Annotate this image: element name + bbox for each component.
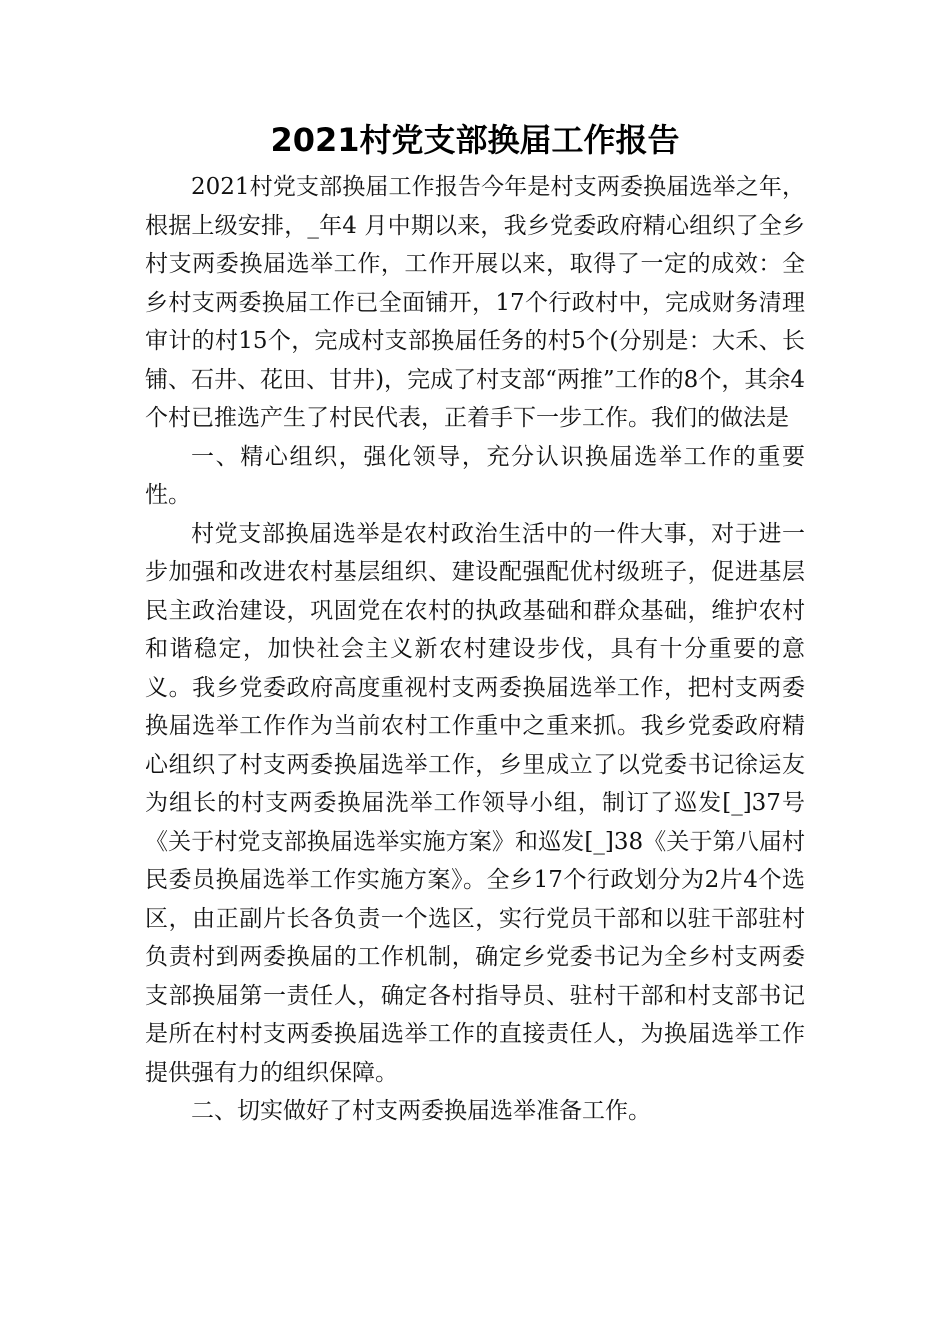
paragraph-section-2-heading: 二、切实做好了村支两委换届选举准备工作。 [191,1098,651,1124]
paragraph-section-1-body: 村党支部换届选举是农村政治生活中的一件大事，对于进一步加强和改进农村基层组织、建设配强配优村级班子，促进基层民主政治建设，巩固党在农村的执政基础和群众基础，维护农村和谐稳定，加快社会主义新农村建设步伐，具有十分重要的意义。我乡党委政府高度重视村支两委换届选举工作，把村支两委换届选举工作作为当前农村工作重中之重来抓。我乡党委政府精心组织了村支两委换届选举工作，乡里成立了以党委书记徐运友为组长的村支两委换届洗举工作领导小组，制订了巡发[_]37号《关于村党支部换届选举实施方案》和巡发[_]38《关于第八届村民委员换届选举工作实施方案》。全乡17个行政划分为2片4个选区，由正副片长各负责一个选区，实行党员干部和以驻干部驻村负责村到两委换届的工作机制，确定乡党委书记为全乡村支两委支部换届第一责任人，确定各村指导员、驻村干部和村支部书记是所在村村支两委换届选举工作的直接责任人，为换届选举工作提供强有力的组织保障。 [145,520,805,1086]
document-title: 2021村党支部换届工作报告 [270,121,680,159]
paragraph-intro: 2021村党支部换届工作报告今年是村支两委换届选举之年，根据上级安排，_年4 月中期以来，我乡党委政府精心组织了全乡村支两委换届选举工作，工作开展以来，取得了一定的成效：全乡村支两委换届工作已全面铺开，17个行政村中，完成财务清理审计的村15个，完成村支部换届任务的村5个(分别是：大禾、长铺、石井、花田、甘井)，完成了村支部“两推”工作的8个，其余4个村已推选产生了村民代表，正着手下一步工作。我们的做法是 [145,174,805,431]
paragraph-section-1-heading: 一、精心组织，强化领导，充分认识换届选举工作的重要性。 [145,443,805,508]
document-body [145,168,805,1131]
